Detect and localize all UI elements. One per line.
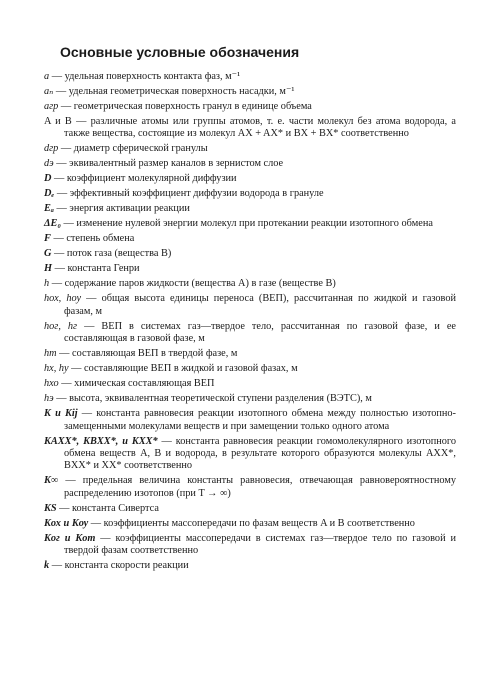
notation-symbol: D (44, 173, 52, 185)
notation-symbol: G (44, 248, 52, 260)
notation-description: — константа скорости реакции (49, 560, 189, 572)
notation-description: — удельная поверхность контакта фаз, м⁻¹ (49, 71, 241, 82)
notation-entry (44, 518, 456, 530)
notation-entry (44, 293, 456, 318)
notation-symbol: A и B (44, 116, 72, 127)
notation-symbol: hx, hy (44, 363, 69, 375)
notation-description: — поток газа (вещества B) (51, 248, 172, 260)
notation-description: — диаметр сферической гранулы (58, 143, 208, 155)
notation-entry (44, 321, 456, 346)
notation-entry (44, 101, 456, 113)
notation-symbol: dгр (44, 143, 59, 155)
notation-entry (44, 278, 456, 290)
notation-description: — геометрическая поверхность гранул в единице объема (58, 101, 312, 112)
notation-symbol: K∞ (44, 475, 59, 487)
notation-entry (44, 263, 456, 275)
notation-entry (44, 348, 456, 360)
notation-description: — константа равновесия реакции гомомолекулярного изотопного обмена веществ A, B и водорода, в результате которого образуются молекулы AXX*, BXX* и XX* соответственно (64, 435, 457, 472)
notation-description: — степень обмена (50, 233, 135, 245)
notation-symbol: Kог и Kот (44, 532, 96, 544)
notation-symbol: a (44, 71, 50, 82)
notation-symbol: Dₑ (44, 188, 55, 200)
notation-symbol: h (44, 278, 50, 290)
notation-symbol: KAXX*, KBXX*, и KXX* (44, 435, 158, 447)
notation-description: — высота, эквивалентная теоретической ступени разделения (ВЭТС), м (53, 393, 372, 405)
notation-entry (44, 363, 456, 375)
notation-symbol: H (44, 263, 53, 275)
notation-symbol: hхо (44, 378, 59, 390)
notation-entry (44, 233, 456, 245)
notation-symbol: Eₐ (44, 203, 54, 215)
notation-description: — удельная геометрическая поверхность насадки, м⁻¹ (53, 86, 295, 97)
notation-description: — химическая составляющая ВЕП (58, 378, 215, 390)
notation-entry (44, 71, 456, 83)
notation-list (44, 71, 456, 575)
notation-description: — коэффициент молекулярной диффузии (51, 173, 237, 185)
notation-description: — содержание паров жидкости (вещества A) в газе (веществе B) (49, 278, 336, 290)
notation-symbol: KS (44, 502, 57, 514)
notation-symbol: aₙ (44, 86, 54, 97)
notation-entry (44, 116, 456, 141)
notation-entry (44, 86, 456, 98)
notation-symbol: ΔE₀ (44, 218, 61, 230)
notation-symbol: hэ (44, 393, 54, 405)
notation-entry (44, 173, 456, 185)
notation-entry (44, 393, 456, 405)
notation-entry (44, 248, 456, 260)
page-title: Основные условные обозначения (60, 44, 300, 60)
notation-entry (44, 560, 456, 572)
notation-description: — константа равновесия реакции изотопного обмена между полностью изотопно-замещенными молекулами веществ и при замещении только одного атома (64, 408, 456, 432)
notation-symbol: k (44, 560, 50, 572)
notation-entry (44, 188, 456, 200)
notation-entry (44, 143, 456, 155)
notation-entry (44, 378, 456, 390)
notation-description: — составляющая ВЕП в твердой фазе, м (56, 348, 238, 360)
notation-description: — изменение нулевой энергии молекул при протекании реакции изотопного обмена (60, 218, 433, 230)
notation-symbol: hог, hг (44, 320, 78, 332)
notation-description: — ВЕП в системах газ—твердое тело, рассчитанная по газовой фазе, и ее составляющая в газовой фазе, м (64, 320, 456, 345)
notation-entry (44, 218, 456, 230)
notation-description: — коэффициенты массопередачи в системах газ—твердое тело по газовой и твердой фазам соответственно (64, 532, 457, 557)
notation-entry (44, 408, 456, 433)
notation-entry (44, 436, 456, 473)
notation-description: — энергия активации реакции (53, 203, 190, 215)
notation-symbol: Kох и Kоу (44, 517, 89, 529)
notation-symbol: hох, hоу (44, 293, 82, 305)
notation-description: — предельная величина константы равновесия, отвечающая равновероятностному распределению изотопов (при T → ∞) (58, 475, 456, 499)
notation-symbol: F (44, 233, 51, 245)
notation-symbol: K и Kij (44, 408, 78, 420)
notation-entry (44, 475, 456, 500)
notation-entry (44, 503, 456, 515)
notation-entry (44, 533, 456, 558)
notation-description: — константа Сивертса (56, 502, 159, 514)
notation-description: — различные атомы или группы атомов, т. е. части молекул без атома водорода, а также вещества, состоящие из молекул AX + AX* и BX + BX* соответственно (64, 116, 456, 140)
notation-description: — эквивалентный размер каналов в зернистом слое (53, 158, 284, 170)
notation-symbol: hт (44, 348, 57, 360)
notation-entry (44, 158, 456, 170)
notation-description: — эффективный коэффициент диффузии водорода в грануле (54, 188, 324, 200)
notation-symbol: aгр (44, 101, 59, 112)
notation-description: — коэффициенты массопередачи по фазам веществ A и B соответственно (88, 517, 415, 529)
notation-description: — общая высота единицы переноса (ВЕП), рассчитанная по жидкой и газовой фазам, м (64, 293, 456, 317)
notation-description: — константа Генри (52, 263, 140, 275)
notation-entry (44, 203, 456, 215)
notation-symbol: dэ (44, 158, 54, 170)
notation-description: — составляющие ВЕП в жидкой и газовой фазах, м (68, 363, 298, 375)
